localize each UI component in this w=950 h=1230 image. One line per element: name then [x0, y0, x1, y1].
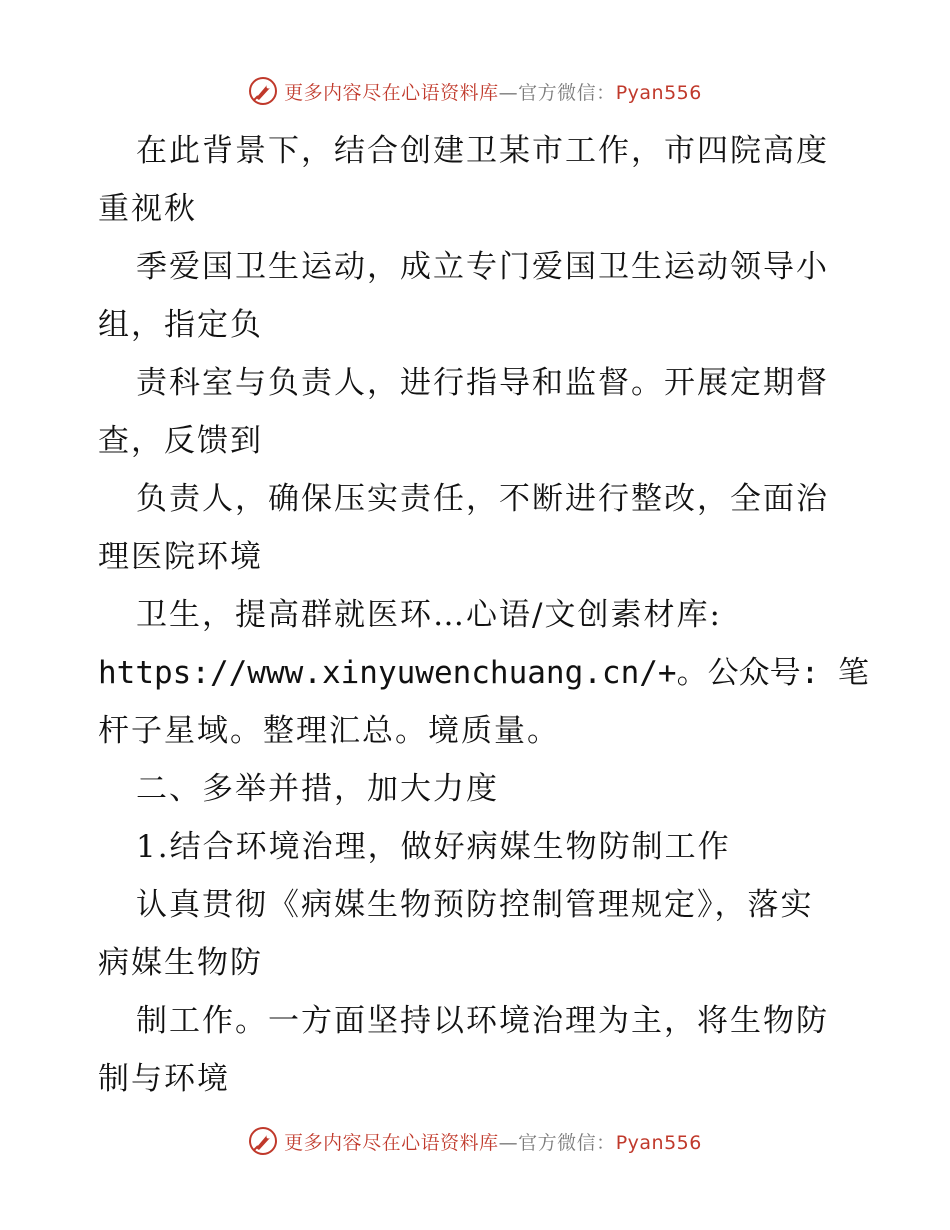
header-watermark	[0, 74, 950, 108]
text-line: 理医院环境	[98, 539, 263, 575]
text-line-url: https://www.xinyuwenchuang.cn/+。公众号: 笔	[98, 655, 869, 691]
text-line: 杆子星域。整理汇总。境质量。	[98, 713, 560, 749]
watermark-brand: 更多内容尽在心语资料库	[284, 1131, 499, 1154]
watermark-official-label: 官方微信：	[518, 1131, 616, 1154]
watermark-account: Pyan556	[615, 1131, 702, 1154]
text-line: 病媒生物防	[98, 945, 263, 981]
watermark-text	[284, 1128, 702, 1155]
text-line: 责科室与负责人，进行指导和监督。开展定期督	[136, 365, 829, 401]
watermark-separator: —	[498, 81, 519, 104]
text-line: 负责人，确保压实责任，不断进行整改，全面治	[136, 481, 829, 517]
text-line: 卫生，提高群就医环…心语/文创素材库:	[136, 597, 722, 633]
subsection-heading: 1.结合环境治理，做好病媒生物防制工作	[136, 829, 731, 865]
text-line: 组，指定负	[98, 307, 263, 343]
watermark-text	[284, 78, 702, 105]
section-heading: 二、多举并措，加大力度	[136, 771, 499, 807]
pen-nib-logo-icon	[248, 76, 278, 106]
text-line: 认真贯彻《病媒生物预防控制管理规定》，落实	[136, 887, 814, 923]
pen-nib-logo-icon	[248, 1126, 278, 1156]
text-line: 制与环境	[98, 1061, 230, 1097]
text-line: 在此背景下，结合创建卫某市工作，市四院高度	[136, 133, 829, 169]
text-line: 重视秋	[98, 191, 197, 227]
text-line: 制工作。一方面坚持以环境治理为主，将生物防	[136, 1003, 829, 1039]
watermark-official-label: 官方微信：	[518, 81, 616, 104]
text-line: 季爱国卫生运动，成立专门爱国卫生运动领导小	[136, 249, 829, 285]
document-body	[98, 122, 869, 1108]
footer-watermark	[0, 1124, 950, 1158]
watermark-account: Pyan556	[615, 81, 702, 104]
watermark-brand: 更多内容尽在心语资料库	[284, 81, 499, 104]
watermark-separator: —	[498, 1131, 519, 1154]
text-line: 查，反馈到	[98, 423, 263, 459]
